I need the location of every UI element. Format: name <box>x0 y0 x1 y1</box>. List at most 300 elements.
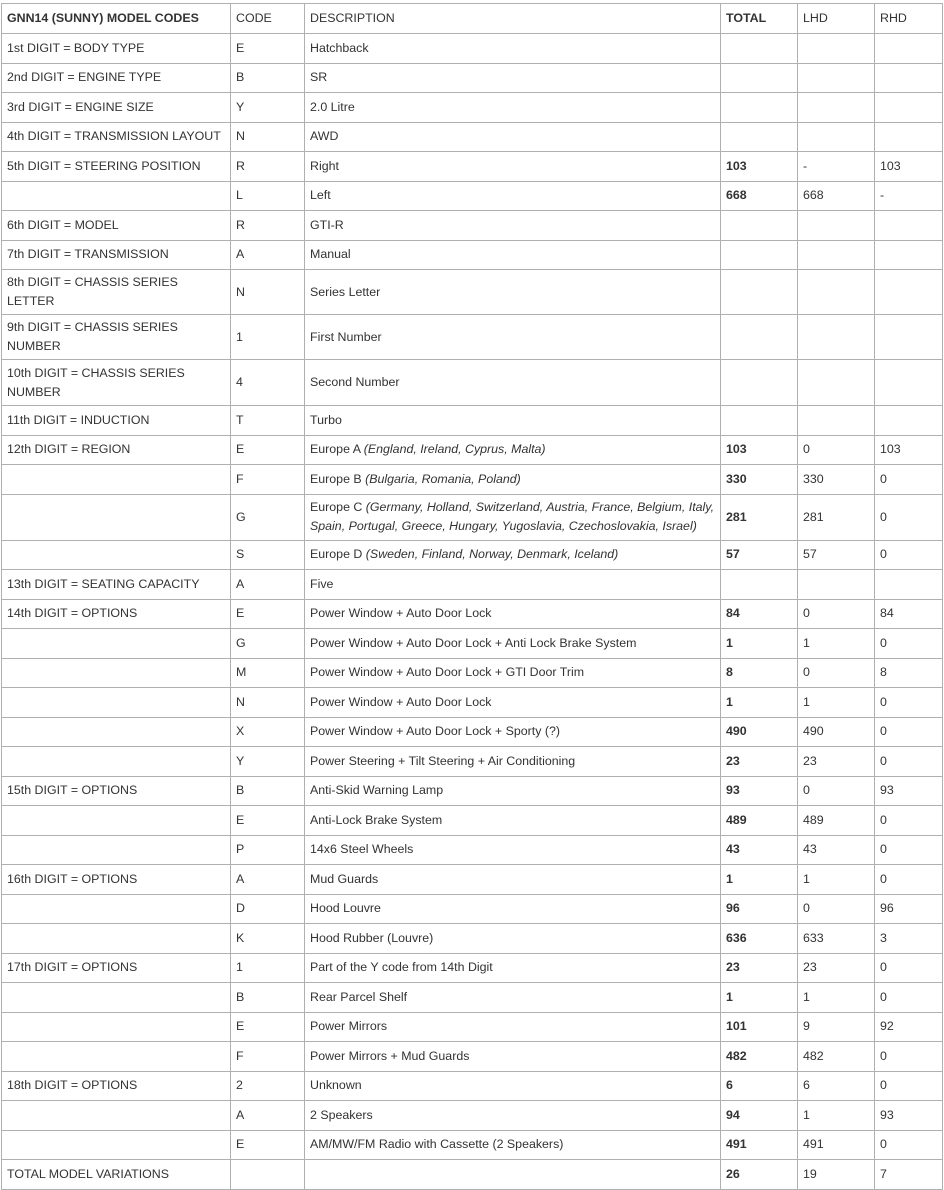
description-text: 14x6 Steel Wheels <box>310 842 414 857</box>
description-text: Part of the Y code from 14th Digit <box>310 960 493 975</box>
description-text: 2.0 Litre <box>310 99 355 114</box>
description-text: Right <box>310 158 339 173</box>
description-cell <box>305 599 721 629</box>
total-cell: 84 <box>721 599 798 629</box>
total-cell <box>721 211 798 241</box>
table-row <box>2 63 943 93</box>
description-text: Europe A <box>310 442 364 457</box>
description-text: Mud Guards <box>310 871 379 886</box>
rhd-cell: 0 <box>875 835 943 865</box>
lhd-cell <box>798 360 875 406</box>
lhd-cell: 0 <box>798 894 875 924</box>
description-cell <box>305 717 721 747</box>
description-text: Second Number <box>310 375 400 389</box>
rhd-cell: 0 <box>875 688 943 718</box>
digit-cell: 9th DIGIT = CHASSIS SERIES NUMBER <box>2 315 231 360</box>
description-text: AM/MW/FM Radio with Cassette (2 Speakers) <box>310 1137 564 1152</box>
code-cell: N <box>231 688 305 718</box>
table-row <box>2 717 943 747</box>
lhd-cell <box>798 315 875 360</box>
code-cell: F <box>231 1042 305 1072</box>
code-cell: X <box>231 717 305 747</box>
description-cell <box>305 953 721 983</box>
description-cell <box>305 122 721 152</box>
description-text: Rear Parcel Shelf <box>310 989 408 1004</box>
description-cell <box>305 63 721 93</box>
table-row <box>2 1160 943 1190</box>
description-text: Power Window + Auto Door Lock + GTI Door Trim <box>310 665 585 680</box>
description-note: (Bulgaria, Romania, Poland) <box>365 471 521 486</box>
description-text: Europe C <box>310 500 366 514</box>
description-text: Power Window + Auto Door Lock + Anti Lock Brake System <box>310 635 637 650</box>
table-row <box>2 270 943 315</box>
rhd-cell: 8 <box>875 658 943 688</box>
description-text: Hood Louvre <box>310 901 381 916</box>
rhd-cell: 7 <box>875 1160 943 1190</box>
header-code: CODE <box>231 4 305 34</box>
table-row <box>2 570 943 600</box>
total-cell <box>721 570 798 600</box>
total-cell: 1 <box>721 629 798 659</box>
description-text: Europe B <box>310 471 366 486</box>
rhd-cell: 84 <box>875 599 943 629</box>
lhd-cell: 57 <box>798 540 875 570</box>
lhd-cell <box>798 34 875 64</box>
total-cell: 23 <box>721 953 798 983</box>
digit-cell <box>2 924 231 954</box>
code-cell: E <box>231 599 305 629</box>
lhd-cell: 1 <box>798 688 875 718</box>
digit-cell: 12th DIGIT = REGION <box>2 435 231 465</box>
digit-cell <box>2 494 231 540</box>
code-cell: E <box>231 1130 305 1160</box>
description-cell <box>305 270 721 315</box>
description-cell <box>305 983 721 1013</box>
lhd-cell: 490 <box>798 717 875 747</box>
table-row <box>2 806 943 836</box>
total-cell: 8 <box>721 658 798 688</box>
code-cell <box>231 1160 305 1190</box>
code-cell: R <box>231 152 305 182</box>
rhd-cell <box>875 34 943 64</box>
rhd-cell <box>875 270 943 315</box>
rhd-cell: 0 <box>875 1071 943 1101</box>
table-row <box>2 494 943 540</box>
table-row <box>2 93 943 123</box>
lhd-cell: 9 <box>798 1012 875 1042</box>
rhd-cell: 103 <box>875 152 943 182</box>
description-cell <box>305 570 721 600</box>
digit-cell: 10th DIGIT = CHASSIS SERIES NUMBER <box>2 360 231 406</box>
rhd-cell <box>875 360 943 406</box>
digit-cell <box>2 717 231 747</box>
description-text: Power Window + Auto Door Lock <box>310 606 492 621</box>
description-cell <box>305 360 721 406</box>
description-text: Manual <box>310 247 351 262</box>
table-row <box>2 435 943 465</box>
rhd-cell: 0 <box>875 1130 943 1160</box>
header-description: DESCRIPTION <box>305 4 721 34</box>
lhd-cell: 1 <box>798 629 875 659</box>
lhd-cell: 0 <box>798 599 875 629</box>
table-row <box>2 629 943 659</box>
total-cell: 103 <box>721 435 798 465</box>
total-cell: 43 <box>721 835 798 865</box>
total-cell: 1 <box>721 983 798 1013</box>
code-cell: A <box>231 865 305 895</box>
lhd-cell: 1 <box>798 865 875 895</box>
table-row <box>2 540 943 570</box>
rhd-cell: 0 <box>875 494 943 540</box>
code-cell: E <box>231 34 305 64</box>
description-text: Series Letter <box>310 284 381 299</box>
description-note: (Germany, Holland, Switzerland, Austria, France, Belgium, Italy, Spain, Portugal, Greece, Hungary, Yugoslavia, Czechoslovakia, Israel) <box>310 500 715 533</box>
description-text: SR <box>310 70 328 85</box>
digit-cell: 17th DIGIT = OPTIONS <box>2 953 231 983</box>
digit-cell: 16th DIGIT = OPTIONS <box>2 865 231 895</box>
rhd-cell: 93 <box>875 776 943 806</box>
description-note: (England, Ireland, Cyprus, Malta) <box>363 442 546 457</box>
description-cell <box>305 240 721 270</box>
total-cell: 101 <box>721 1012 798 1042</box>
total-cell: 482 <box>721 1042 798 1072</box>
lhd-cell: 23 <box>798 953 875 983</box>
code-cell: S <box>231 540 305 570</box>
code-cell: 1 <box>231 315 305 360</box>
total-cell: 281 <box>721 494 798 540</box>
lhd-cell: 1 <box>798 983 875 1013</box>
lhd-cell <box>798 211 875 241</box>
table-row <box>2 924 943 954</box>
digit-cell: TOTAL MODEL VARIATIONS <box>2 1160 231 1190</box>
code-cell: 2 <box>231 1071 305 1101</box>
rhd-cell: 0 <box>875 865 943 895</box>
description-text: Left <box>310 188 331 203</box>
lhd-cell: 0 <box>798 435 875 465</box>
digit-cell: 1st DIGIT = BODY TYPE <box>2 34 231 64</box>
description-cell <box>305 747 721 777</box>
description-text: Hatchback <box>310 40 369 55</box>
rhd-cell <box>875 315 943 360</box>
lhd-cell <box>798 406 875 436</box>
code-cell: K <box>231 924 305 954</box>
total-cell: 57 <box>721 540 798 570</box>
description-cell <box>305 406 721 436</box>
total-cell: 96 <box>721 894 798 924</box>
digit-cell: 18th DIGIT = OPTIONS <box>2 1071 231 1101</box>
table-row <box>2 152 943 182</box>
table-row <box>2 406 943 436</box>
description-cell <box>305 865 721 895</box>
description-cell <box>305 494 721 540</box>
code-cell: P <box>231 835 305 865</box>
total-cell: 330 <box>721 465 798 495</box>
rhd-cell: 0 <box>875 983 943 1013</box>
digit-cell: 14th DIGIT = OPTIONS <box>2 599 231 629</box>
code-cell: E <box>231 806 305 836</box>
rhd-cell: 103 <box>875 435 943 465</box>
table-row <box>2 34 943 64</box>
description-cell <box>305 806 721 836</box>
total-cell <box>721 122 798 152</box>
rhd-cell: 0 <box>875 747 943 777</box>
table-row <box>2 315 943 360</box>
lhd-cell: 43 <box>798 835 875 865</box>
description-text: GTI-R <box>310 217 344 232</box>
lhd-cell <box>798 240 875 270</box>
table-row <box>2 181 943 211</box>
total-cell: 490 <box>721 717 798 747</box>
description-cell <box>305 894 721 924</box>
rhd-cell <box>875 570 943 600</box>
code-cell: E <box>231 435 305 465</box>
digit-cell <box>2 806 231 836</box>
description-text: Anti-Skid Warning Lamp <box>310 783 444 798</box>
total-cell <box>721 270 798 315</box>
total-cell <box>721 406 798 436</box>
header-row <box>2 4 943 34</box>
model-codes-table <box>1 3 943 1190</box>
code-cell: G <box>231 494 305 540</box>
rhd-cell: 0 <box>875 1042 943 1072</box>
total-cell: 26 <box>721 1160 798 1190</box>
table-row <box>2 747 943 777</box>
header-model-codes: GNN14 (SUNNY) MODEL CODES <box>2 4 231 34</box>
lhd-cell: 19 <box>798 1160 875 1190</box>
description-cell <box>305 629 721 659</box>
lhd-cell: 0 <box>798 776 875 806</box>
total-cell: 103 <box>721 152 798 182</box>
description-cell <box>305 1012 721 1042</box>
lhd-cell: 6 <box>798 1071 875 1101</box>
code-cell: 4 <box>231 360 305 406</box>
digit-cell <box>2 629 231 659</box>
table-body <box>2 34 943 1190</box>
table-row <box>2 1130 943 1160</box>
rhd-cell: 96 <box>875 894 943 924</box>
digit-cell <box>2 1042 231 1072</box>
total-cell: 491 <box>721 1130 798 1160</box>
description-cell <box>305 1101 721 1131</box>
digit-cell <box>2 540 231 570</box>
description-text: AWD <box>310 129 339 144</box>
rhd-cell: 0 <box>875 629 943 659</box>
lhd-cell <box>798 122 875 152</box>
total-cell: 23 <box>721 747 798 777</box>
description-cell <box>305 211 721 241</box>
description-text: Turbo <box>310 412 342 427</box>
description-cell <box>305 465 721 495</box>
rhd-cell: 92 <box>875 1012 943 1042</box>
table-row <box>2 122 943 152</box>
code-cell: G <box>231 629 305 659</box>
digit-cell <box>2 658 231 688</box>
description-cell <box>305 435 721 465</box>
description-cell <box>305 1042 721 1072</box>
lhd-cell: 281 <box>798 494 875 540</box>
table-row <box>2 1071 943 1101</box>
code-cell: M <box>231 658 305 688</box>
table-row <box>2 658 943 688</box>
code-cell: N <box>231 270 305 315</box>
rhd-cell: 0 <box>875 953 943 983</box>
header-lhd: LHD <box>798 4 875 34</box>
description-text: Power Mirrors <box>310 1019 388 1034</box>
total-cell <box>721 315 798 360</box>
lhd-cell: 633 <box>798 924 875 954</box>
table-row <box>2 1101 943 1131</box>
rhd-cell <box>875 211 943 241</box>
code-cell: R <box>231 211 305 241</box>
lhd-cell: 0 <box>798 658 875 688</box>
table-row <box>2 211 943 241</box>
description-cell <box>305 1130 721 1160</box>
lhd-cell <box>798 570 875 600</box>
total-cell <box>721 63 798 93</box>
total-cell: 6 <box>721 1071 798 1101</box>
digit-cell: 6th DIGIT = MODEL <box>2 211 231 241</box>
code-cell: F <box>231 465 305 495</box>
description-cell <box>305 152 721 182</box>
lhd-cell: 23 <box>798 747 875 777</box>
digit-cell <box>2 181 231 211</box>
lhd-cell: 491 <box>798 1130 875 1160</box>
description-text: Power Mirrors + Mud Guards <box>310 1048 470 1063</box>
description-cell <box>305 688 721 718</box>
digit-cell: 13th DIGIT = SEATING CAPACITY <box>2 570 231 600</box>
description-cell <box>305 776 721 806</box>
digit-cell <box>2 1130 231 1160</box>
digit-cell: 3rd DIGIT = ENGINE SIZE <box>2 93 231 123</box>
description-cell <box>305 658 721 688</box>
description-cell <box>305 93 721 123</box>
table-row <box>2 1042 943 1072</box>
total-cell: 1 <box>721 688 798 718</box>
header-rhd: RHD <box>875 4 943 34</box>
description-text: Hood Rubber (Louvre) <box>310 930 434 945</box>
lhd-cell: - <box>798 152 875 182</box>
total-cell <box>721 240 798 270</box>
description-cell <box>305 924 721 954</box>
lhd-cell: 1 <box>798 1101 875 1131</box>
table-row <box>2 835 943 865</box>
table-row <box>2 599 943 629</box>
total-cell: 1 <box>721 865 798 895</box>
digit-cell: 4th DIGIT = TRANSMISSION LAYOUT <box>2 122 231 152</box>
rhd-cell <box>875 122 943 152</box>
code-cell: N <box>231 122 305 152</box>
description-cell <box>305 181 721 211</box>
lhd-cell: 482 <box>798 1042 875 1072</box>
digit-cell: 8th DIGIT = CHASSIS SERIES LETTER <box>2 270 231 315</box>
table-row <box>2 688 943 718</box>
description-cell <box>305 34 721 64</box>
description-text: First Number <box>310 329 382 344</box>
lhd-cell <box>798 93 875 123</box>
code-cell: 1 <box>231 953 305 983</box>
description-text: Europe D <box>310 547 366 562</box>
code-cell: D <box>231 894 305 924</box>
lhd-cell: 668 <box>798 181 875 211</box>
description-text: Power Window + Auto Door Lock + Sporty (?) <box>310 724 560 739</box>
description-cell <box>305 1071 721 1101</box>
digit-cell <box>2 1101 231 1131</box>
code-cell: A <box>231 570 305 600</box>
digit-cell <box>2 835 231 865</box>
code-cell: E <box>231 1012 305 1042</box>
total-cell <box>721 93 798 123</box>
description-text: Anti-Lock Brake System <box>310 812 443 827</box>
code-cell: Y <box>231 93 305 123</box>
digit-cell: 11th DIGIT = INDUCTION <box>2 406 231 436</box>
code-cell: B <box>231 776 305 806</box>
digit-cell: 2nd DIGIT = ENGINE TYPE <box>2 63 231 93</box>
rhd-cell: 3 <box>875 924 943 954</box>
description-cell <box>305 1160 721 1190</box>
digit-cell: 15th DIGIT = OPTIONS <box>2 776 231 806</box>
table-row <box>2 360 943 406</box>
description-text: Five <box>310 576 334 591</box>
rhd-cell <box>875 93 943 123</box>
description-note: (Sweden, Finland, Norway, Denmark, Iceland) <box>365 547 619 562</box>
lhd-cell <box>798 63 875 93</box>
table-row <box>2 865 943 895</box>
digit-cell <box>2 688 231 718</box>
total-cell: 668 <box>721 181 798 211</box>
description-text: Power Window + Auto Door Lock <box>310 694 492 709</box>
digit-cell <box>2 465 231 495</box>
digit-cell <box>2 894 231 924</box>
rhd-cell: 0 <box>875 806 943 836</box>
rhd-cell: 93 <box>875 1101 943 1131</box>
table-row <box>2 983 943 1013</box>
rhd-cell <box>875 406 943 436</box>
description-text: Power Steering + Tilt Steering + Air Conditioning <box>310 753 576 768</box>
description-text: 2 Speakers <box>310 1107 373 1122</box>
total-cell <box>721 34 798 64</box>
code-cell: L <box>231 181 305 211</box>
code-cell: A <box>231 1101 305 1131</box>
code-cell: Y <box>231 747 305 777</box>
header-total: TOTAL <box>721 4 798 34</box>
rhd-cell <box>875 63 943 93</box>
lhd-cell <box>798 270 875 315</box>
lhd-cell: 489 <box>798 806 875 836</box>
table-row <box>2 894 943 924</box>
total-cell: 94 <box>721 1101 798 1131</box>
total-cell: 93 <box>721 776 798 806</box>
table-row <box>2 953 943 983</box>
table-row <box>2 1012 943 1042</box>
description-cell <box>305 835 721 865</box>
code-cell: B <box>231 983 305 1013</box>
digit-cell: 7th DIGIT = TRANSMISSION <box>2 240 231 270</box>
description-cell <box>305 315 721 360</box>
code-cell: B <box>231 63 305 93</box>
description-cell <box>305 540 721 570</box>
description-text: Unknown <box>310 1078 362 1093</box>
table-row <box>2 465 943 495</box>
code-cell: A <box>231 240 305 270</box>
table-row <box>2 776 943 806</box>
digit-cell: 5th DIGIT = STEERING POSITION <box>2 152 231 182</box>
rhd-cell: 0 <box>875 465 943 495</box>
lhd-cell: 330 <box>798 465 875 495</box>
rhd-cell: 0 <box>875 540 943 570</box>
total-cell: 636 <box>721 924 798 954</box>
rhd-cell: - <box>875 181 943 211</box>
rhd-cell <box>875 240 943 270</box>
